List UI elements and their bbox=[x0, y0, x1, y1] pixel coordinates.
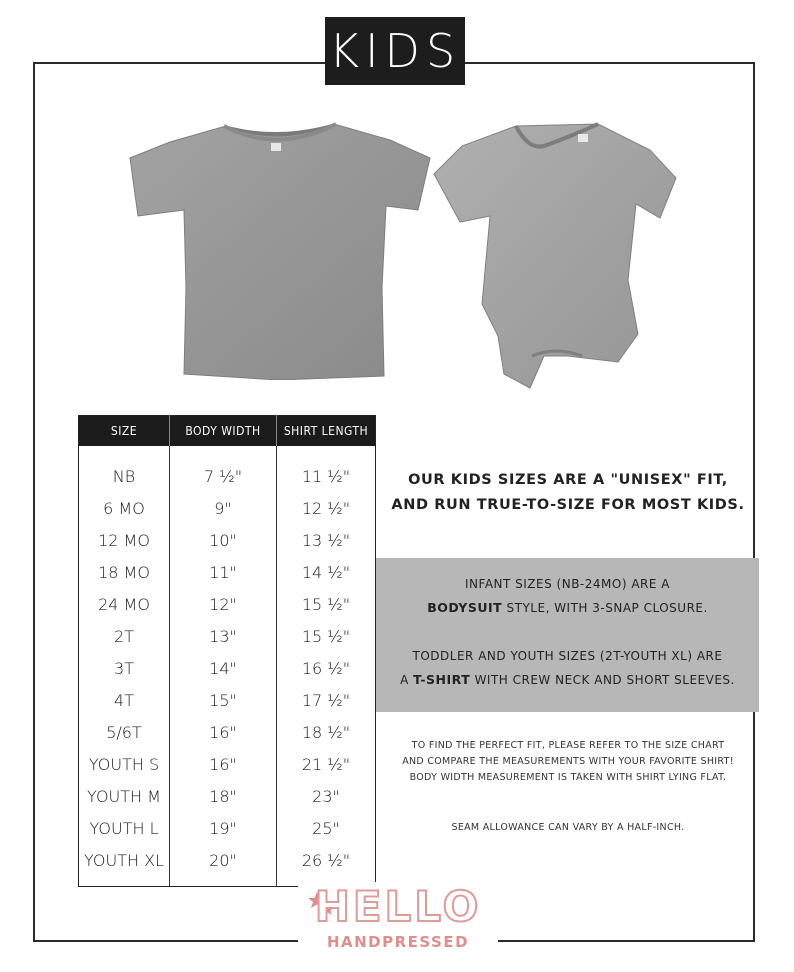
body-width-cell: 16" bbox=[170, 716, 277, 748]
body-width-cell: 14" bbox=[170, 652, 277, 684]
body-width-cell: 9" bbox=[170, 492, 277, 524]
column-header-size: SIZE bbox=[79, 416, 170, 447]
brand-logo-hello: HELLO bbox=[314, 882, 482, 931]
body-width-cell: 16" bbox=[170, 748, 277, 780]
bodysuit-image bbox=[432, 120, 680, 390]
table-row bbox=[79, 652, 376, 684]
body-width-cell: 7 ½" bbox=[170, 446, 277, 492]
fit-headline-line1: OUR KIDS SIZES ARE A "UNISEX" FIT, bbox=[408, 472, 728, 488]
infant-info-line1: INFANT SIZES (NB-24MO) ARE A bbox=[465, 577, 670, 591]
style-info-panel bbox=[376, 558, 759, 712]
body-width-cell: 18" bbox=[170, 780, 277, 812]
size-cell: 12 MO bbox=[79, 524, 170, 556]
size-cell: 24 MO bbox=[79, 588, 170, 620]
size-cell: 3T bbox=[79, 652, 170, 684]
size-cell: 2T bbox=[79, 620, 170, 652]
tshirt-emphasis: T-SHIRT bbox=[413, 672, 471, 687]
shirt-length-cell: 15 ½" bbox=[301, 626, 351, 646]
size-cell: 18 MO bbox=[79, 556, 170, 588]
shirt-length-cell: 15 ½" bbox=[301, 594, 351, 614]
table-row bbox=[79, 684, 376, 716]
size-cell: NB bbox=[79, 446, 170, 492]
table-row bbox=[79, 844, 376, 887]
fit-headline-line2: AND RUN TRUE-TO-SIZE FOR MOST KIDS. bbox=[391, 497, 745, 513]
shirt-length-cell: 17 ½" bbox=[301, 690, 351, 710]
bodysuit-emphasis: BODYSUIT bbox=[427, 600, 503, 615]
fit-instructions-line1: TO FIND THE PERFECT FIT, PLEASE REFER TO THE SIZE CHART bbox=[411, 740, 725, 751]
toddler-info-prefix: A bbox=[400, 673, 414, 687]
table-row bbox=[79, 748, 376, 780]
size-cell: YOUTH S bbox=[79, 748, 170, 780]
shirt-length-cell: 23" bbox=[312, 786, 340, 806]
size-cell: 5/6T bbox=[79, 716, 170, 748]
infant-info bbox=[376, 572, 759, 620]
table-row bbox=[79, 524, 376, 556]
shirt-length-cell: 21 ½" bbox=[301, 754, 351, 774]
body-width-cell: 10" bbox=[170, 524, 277, 556]
table-row bbox=[79, 780, 376, 812]
fit-instructions bbox=[390, 738, 746, 786]
body-width-cell: 15" bbox=[170, 684, 277, 716]
shirt-length-cell: 26 ½" bbox=[301, 850, 351, 870]
size-chart-body bbox=[79, 446, 376, 887]
toddler-info-line1: TODDLER AND YOUTH SIZES (2T-YOUTH XL) ARE bbox=[412, 649, 723, 663]
table-row bbox=[79, 716, 376, 748]
fit-instructions-line3: BODY WIDTH MEASUREMENT IS TAKEN WITH SHIRT LYING FLAT. bbox=[409, 772, 727, 783]
brand-logo-handpressed: HANDPRESSED bbox=[326, 933, 470, 951]
column-header-body-width: BODY WIDTH bbox=[170, 416, 277, 447]
size-chart-table bbox=[78, 415, 376, 887]
size-cell: 4T bbox=[79, 684, 170, 716]
shirt-length-cell: 11 ½" bbox=[301, 466, 351, 486]
body-width-cell: 12" bbox=[170, 588, 277, 620]
shirt-length-cell: 25" bbox=[312, 818, 340, 838]
table-row bbox=[79, 446, 376, 492]
infant-info-rest: STYLE, WITH 3-SNAP CLOSURE. bbox=[502, 601, 708, 615]
table-row bbox=[79, 556, 376, 588]
table-row bbox=[79, 588, 376, 620]
table-row bbox=[79, 812, 376, 844]
shirt-length-cell: 16 ½" bbox=[301, 658, 351, 678]
size-cell: YOUTH M bbox=[79, 780, 170, 812]
body-width-cell: 13" bbox=[170, 620, 277, 652]
toddler-info bbox=[376, 644, 759, 692]
toddler-info-line2 bbox=[376, 668, 759, 692]
shirt-length-cell: 18 ½" bbox=[301, 722, 351, 742]
body-width-cell: 19" bbox=[170, 812, 277, 844]
seam-allowance-note: SEAM ALLOWANCE CAN VARY BY A HALF-INCH. bbox=[451, 822, 685, 833]
page-title: KIDS bbox=[325, 17, 465, 85]
size-cell: 6 MO bbox=[79, 492, 170, 524]
toddler-info-rest: WITH CREW NECK AND SHORT SLEEVES. bbox=[470, 673, 735, 687]
infant-info-line2 bbox=[376, 596, 759, 620]
size-cell: YOUTH L bbox=[79, 812, 170, 844]
tshirt-image bbox=[128, 118, 432, 380]
shirt-length-cell: 12 ½" bbox=[301, 498, 351, 518]
table-row bbox=[79, 620, 376, 652]
body-width-cell: 11" bbox=[170, 556, 277, 588]
table-header-row bbox=[79, 416, 376, 447]
fit-instructions-line2: AND COMPARE THE MEASUREMENTS WITH YOUR FAVORITE SHIRT! bbox=[402, 756, 734, 767]
fit-headline bbox=[378, 468, 758, 518]
column-header-shirt-length: SHIRT LENGTH bbox=[277, 416, 376, 447]
table-row bbox=[79, 492, 376, 524]
shirt-length-cell: 14 ½" bbox=[301, 562, 351, 582]
shirt-length-cell: 13 ½" bbox=[301, 530, 351, 550]
size-cell: YOUTH XL bbox=[79, 844, 170, 887]
body-width-cell: 20" bbox=[170, 844, 277, 887]
